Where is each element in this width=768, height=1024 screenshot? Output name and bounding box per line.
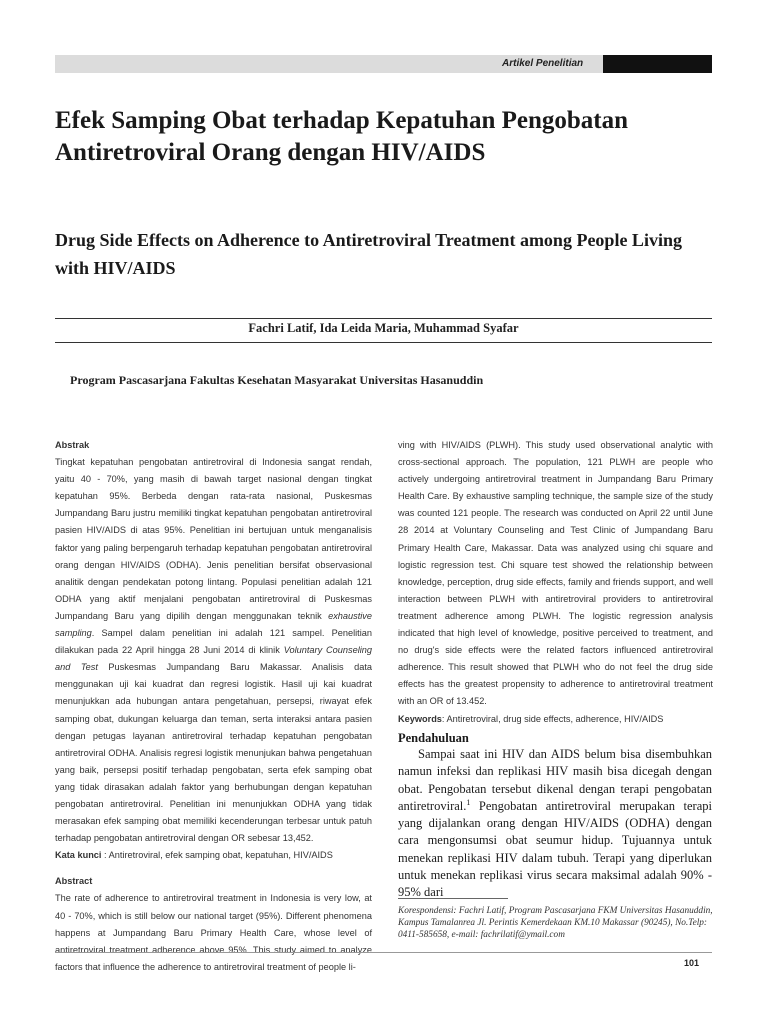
keywords-label: Keywords <box>398 713 442 724</box>
page-number: 101 <box>684 958 700 968</box>
header-black-block <box>603 55 712 73</box>
abstrak-text-1: Tingkat kepatuhan pengobatan antiretroviral di Indonesia sangat rendah, yaitu 40 - 70%, yang masih di bawah target nasional dengan tingkat kepatuhan 95%. Berbeda dengan rata-rata nasional, Puskesmas Jumpandang Baru justru memiliki tingkat kepatuhan pengobatan antiretroviral pasien HIV/AIDS di atas 95%. Penelitian ini bertujuan untuk menganalisis faktor yang paling berpengaruh terhadap kepatuhan pengobatan antiretroviral orang dengan HIV/AIDS (ODHA). Jenis penelitian bersifat observasional analitik dengan pendekatan potong lintang. Populasi penelitian adalah 121 ODHA yang aktif menjalani pengobatan antiretroviral di Puskesmas Jumpandang Baru yang dipilih dengan menggunakan teknik <box>55 457 372 621</box>
abstrak-em-2: Voluntary Counseling and Test <box>55 645 372 673</box>
abstract-left-column <box>55 437 372 976</box>
divider-bottom <box>55 342 712 343</box>
footer-divider <box>55 952 712 953</box>
pendahuluan-text-2: Pengobatan antiretroviral merupakan terapi yang dijalankan orang dengan HIV/AIDS (ODHA) dengan cara mengonsumsi obat seumur hidup. Tujuannya untuk menekan replikasi HIV dalam tubuh. Terapi yang diperlukan untuk menekan replikasi virus secara maksimal adalah 90% - 95% dari <box>398 798 712 900</box>
divider-top <box>55 318 712 319</box>
correspondence-footnote: Korespondensi: Fachri Latif, Program Pascasarjana FKM Universitas Hasanuddin, Kampus Tamalanrea Jl. Perintis Kemerdekaan KM.10 Makassar (90245), No.Telp: 0411-585658, e-mail: fachrilatif@ymail.com <box>398 906 713 940</box>
pendahuluan-text-1: Sampai saat ini HIV dan AIDS belum bisa disembuhkan namun infeksi dan replikasi HIV masih bisa dicegah dengan obat. Pengobatan tersebut dikenal dengan terapi pengobatan antiretroviral. <box>398 747 712 813</box>
footnote-divider <box>398 898 508 899</box>
reference-1[interactable]: 1 <box>466 797 471 807</box>
abstract-body-part1: The rate of adherence to antiretroviral treatment in Indonesia is very low, at 40 - 70%, which is still below our national target (95%). Different phenomena happens at Jumpandang Baru Primary Health Care, whose level of antiretroviral treatment adherence above 95%. This study aimed to analyze factors that influence the adherence to antiretroviral treatment of people li- <box>55 893 372 972</box>
abstrak-body <box>55 454 372 847</box>
kata-kunci-text: : Antiretroviral, efek samping obat, kepatuhan, HIV/AIDS <box>104 850 333 861</box>
pendahuluan-heading: Pendahuluan <box>398 731 469 745</box>
pendahuluan-paragraph <box>398 746 712 902</box>
keywords-text: : Antiretroviral, drug side effects, adherence, HIV/AIDS <box>441 713 664 724</box>
article-title-english: Drug Side Effects on Adherence to Antiretroviral Treatment among People Living with HIV/AIDS <box>55 230 682 278</box>
section-label: Artikel Penelitian <box>502 58 584 69</box>
affiliation: Program Pascasarjana Fakultas Kesehatan Masyarakat Universitas Hasanuddin <box>70 373 484 387</box>
abstract-right-column <box>398 437 713 728</box>
abstrak-heading: Abstrak <box>55 440 90 450</box>
abstract-heading: Abstract <box>55 876 93 887</box>
kata-kunci-label: Kata kunci <box>55 850 102 861</box>
kata-kunci <box>55 847 372 864</box>
article-title-indonesian: Efek Samping Obat terhadap Kepatuhan Pengobatan Antiretroviral Orang dengan HIV/AIDS <box>55 107 629 166</box>
abstrak-text-2: . Sampel dalam penelitian ini adalah 121 sampel. Penelitian dilakukan pada 22 April hingga 28 Juni 2014 di klinik <box>55 628 372 656</box>
abstrak-em-1: exhaustive sampling <box>55 610 373 639</box>
abstrak-text-3: Puskesmas Jumpandang Baru Makassar. Analisis data menggunakan uji kai kuadrat dan regresi logistik. Hasil uji kai kuadrat menunjukkan ada hubungan antara pengetahuan, persepsi, riwayat efek samping obat, dukungan keluarga dan teman, serta interaksi antara pasien dengan petugas layanan antiretroviral terhadap kepatuhan pengobatan antiretroviral ODHA. Analisis regresi logistik menunjukan bahwa pengetahuan yang baik, persepsi positif terhadap pengobatan, serta efek samping obat yang tidak dirasakan adalah faktor yang berhubungan dengan kepatuhan pengobatan antiretroviral. Penelitian ini menunjukkan ODHA yang tidak merasakan efek samping obat memiliki kecenderungan terbesar untuk patuh terhadap pengobatan antiretroviral dengan OR sebesar 13,452. <box>55 662 373 844</box>
authors: Fachri Latif, Ida Leida Maria, Muhammad Syafar <box>248 321 519 335</box>
abstract-body-part2: ving with HIV/AIDS (PLWH). This study used observational analytic with cross-sectional approach. The population, 121 PLWH are people who actively undergoing antiretroviral treatment in Jumpandang Baru Primary Health Care. By exhaustive sampling technique, the sample size of the study was counted 121 people. The research was conducted on April 22 until June 28 2014 at Voluntary Counseling and Test Clinic of Jumpandang Baru Primary Health Care, Makassar. Data was analyzed using chi square and logistic regression test. Chi square test showed the relationship between knowledge, perception, drug side effects, family and friends support, and well interaction between PLWH with antiretroviral providers to antiretroviral treatment adherence among PLWH. The logistic regression analysis indicated that high level of knowledge, positive perceived to treatment, and no drug's side effects were the related factors influenced antiretroviral adherence. This result showed that PLWH who do not feel the drug side effects has the greatest propensity to adherence to antiretroviral treatment with an OR of 13.452. <box>398 440 713 707</box>
keywords <box>398 711 713 728</box>
